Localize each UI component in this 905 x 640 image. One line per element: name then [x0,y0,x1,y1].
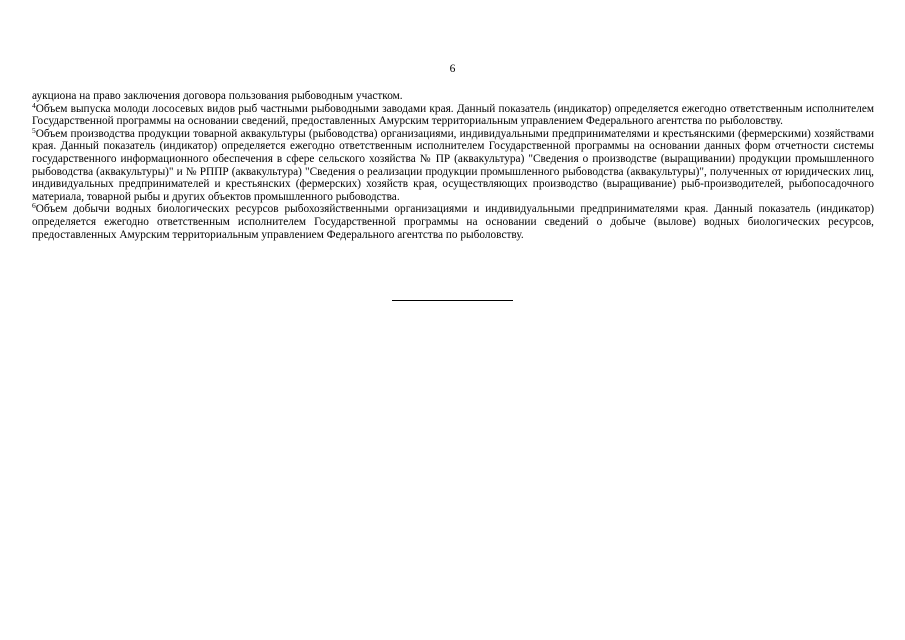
footnote-5 [32,125,874,204]
footnote-marker: 6 [32,201,36,211]
footnote-marker: 5 [32,125,36,135]
footnote-marker: 4 [32,100,36,110]
end-separator-line [392,300,513,301]
footnote-text: Объем добычи водных биологических ресурсов рыбохозяйственными организациями и индивидуальными предпринимателями края. Данный показатель (индикатор) определяется ежегодно ответственным исполнителем Государственной программы на основании сведений о добыче (вылове) водных биологических ресурсов, предоставленных Амурским территориальным управлением Федерального агентства по рыболовству. [32,203,874,241]
footnote-text: Объем выпуска молоди лососевых видов рыб частными рыбоводными заводами края. Данный показатель (индикатор) определяется ежегодно ответственным исполнителем Государственной программы на основании сведений, предоставленных Амурским территориальным управлением Федерального агентства по рыболовству. [32,102,874,128]
footnote-6 [32,203,874,241]
footnotes-block [32,90,874,241]
footnote-text: Объем производства продукции товарной аквакультуры (рыбоводства) организациями, индивидуальными предпринимателями и крестьянскими (фермерскими) хозяйствами края. Данный показатель (индикатор) определяется ежегодно ответственным исполнителем Государственной программы на основании данных форм отчетности системы государственного информационного обеспечения в сфере сельского хозяйства № ПР (аквакультура) "Сведения о производстве (выращивании) продукции промышленного рыбоводства (аквакультуры)" и № РППР (аквакультура) "Сведения о реализации продукции промышленного рыбоводства (аквакультуры)", полученных от юридических лиц, индивидуальных предпринимателей и крестьянских (фермерских) хозяйств края, осуществляющих производство (выращивание) рыб-производителей, рыбопосадочного материала, товарной рыбы и других объектов промышленного рыбоводства. [32,127,874,203]
footnote-4 [32,100,874,128]
page-number: 6 [449,63,456,75]
footnote-continuation: аукциона на право заключения договора пользования рыбоводным участком. [32,90,403,102]
